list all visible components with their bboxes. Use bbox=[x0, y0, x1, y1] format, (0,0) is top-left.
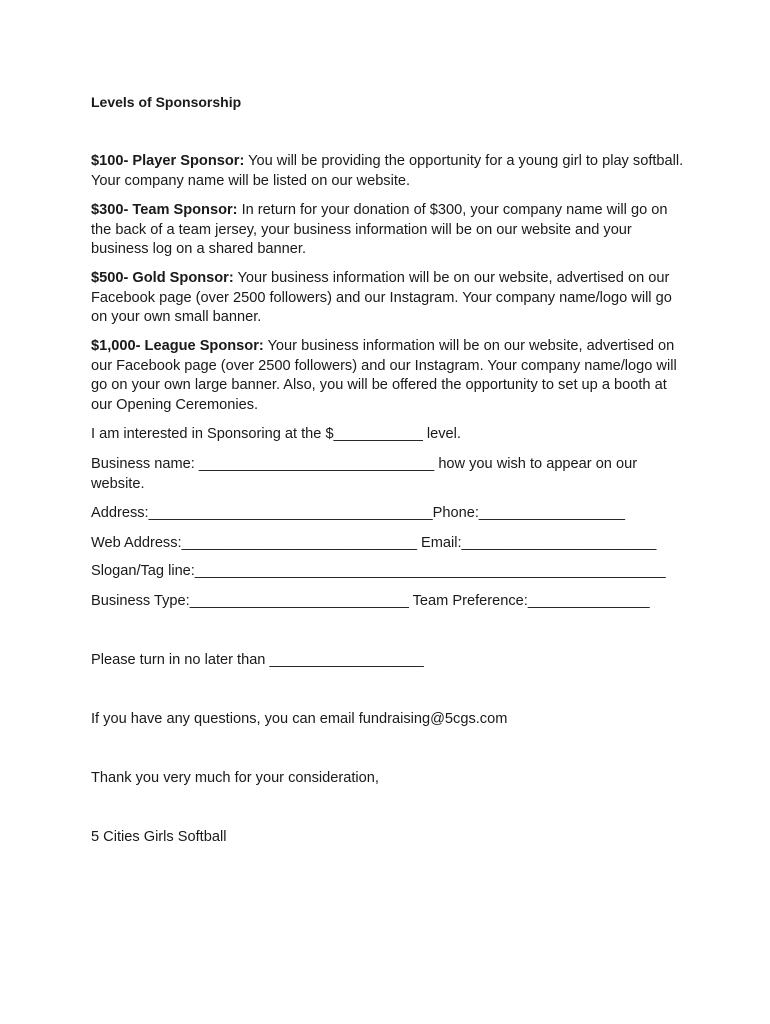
interest-line: I am interested in Sponsoring at the $___________ level. bbox=[91, 426, 461, 442]
level-player-text: You will be providing the opportunity for a young girl to play softball. Your company name will be listed on our website. bbox=[91, 153, 684, 189]
level-league-text: Your business information will be on our website, advertised on our Facebook page (over 2500 followers) and our Instagram. Your company name/logo will go on your own large banner. Also, you will be offered the opportunity to set up a booth at our Opening Ceremonies. bbox=[91, 338, 677, 413]
slogan-line: Slogan/Tag line:__________________________________________________________ bbox=[91, 563, 666, 579]
questions-line: If you have any questions, you can email fundraising@5cgs.com bbox=[91, 711, 508, 727]
level-gold-text: Your business information will be on our website, advertised on our Facebook page (over 2500 followers) and our Instagram. Your company name/logo will go on your own small banner. bbox=[91, 270, 672, 325]
deadline-line: Please turn in no later than ___________________ bbox=[91, 652, 424, 668]
address-phone-line: Address:___________________________________Phone:__________________ bbox=[91, 505, 626, 521]
level-team-paragraph bbox=[91, 201, 691, 260]
level-league-heading: $1,000- League Sponsor: bbox=[91, 338, 264, 354]
business-team-line: Business Type:___________________________ Team Preference:_______________ bbox=[91, 593, 650, 609]
level-gold-heading: $500- Gold Sponsor: bbox=[91, 270, 234, 286]
page-title: Levels of Sponsorship bbox=[91, 94, 242, 110]
signature-line: 5 Cities Girls Softball bbox=[91, 829, 227, 845]
level-gold-paragraph bbox=[91, 269, 691, 328]
level-player-paragraph bbox=[91, 152, 691, 191]
thanks-line: Thank you very much for your consideration, bbox=[91, 770, 379, 786]
level-team-heading: $300- Team Sponsor: bbox=[91, 202, 238, 218]
level-league-paragraph bbox=[91, 337, 691, 415]
level-team-text: In return for your donation of $300, your company name will go on the back of a team jersey, your business information will be on our website and your business log on a shared banner. bbox=[91, 202, 668, 257]
business-name-line: Business name: _____________________________ how you wish to appear on our website. bbox=[91, 456, 638, 492]
web-email-line: Web Address:_____________________________ Email:________________________ bbox=[91, 535, 657, 551]
level-player-heading: $100- Player Sponsor: bbox=[91, 153, 245, 169]
